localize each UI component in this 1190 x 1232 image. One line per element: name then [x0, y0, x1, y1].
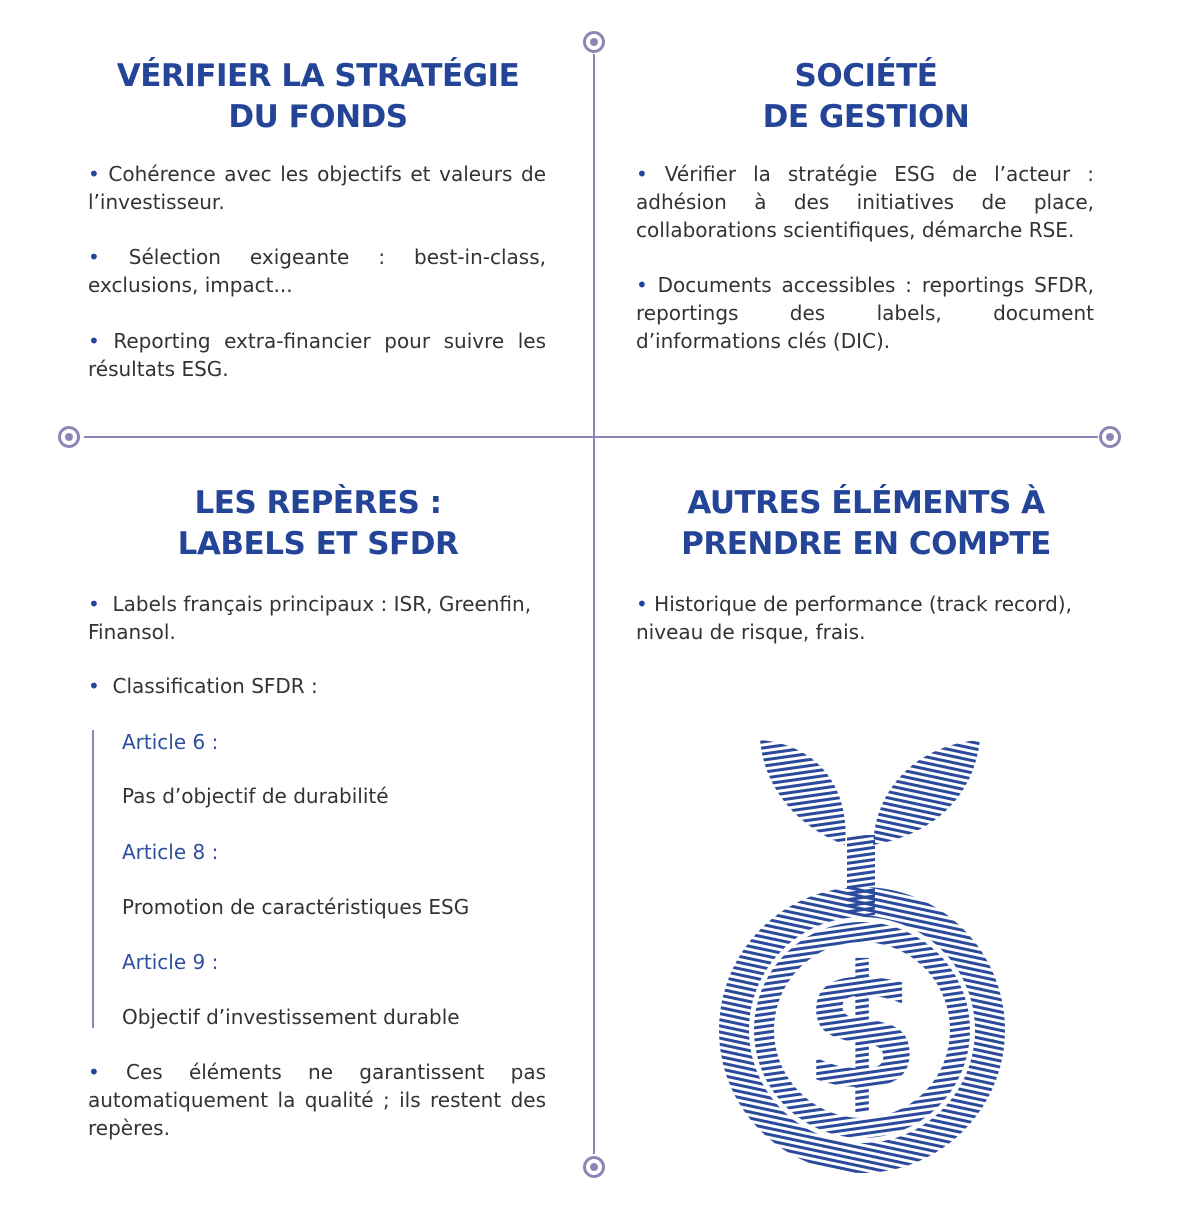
- vertical-divider: [593, 54, 595, 1154]
- title-societe: SOCIÉTÉ DE GESTION: [762, 58, 970, 135]
- bullet-reporting: • Reporting extra-financier pour suivre les résultats ESG.: [88, 329, 546, 381]
- money-plant-icon: [715, 735, 1015, 1175]
- quadrant-autres: [636, 483, 1096, 565]
- bullet-strategie-esg: • Vérifier la stratégie ESG de l’acteur : adhésion à des initiatives de place, collaborations scientifiques, démarche RSE.: [636, 162, 1094, 242]
- bullet-documents: • Documents accessibles : reportings SFDR, reportings des labels, document d’informations clés (DIC).: [636, 273, 1094, 353]
- node-bottom: [583, 1156, 605, 1178]
- dollar-symbol: $: [802, 930, 922, 1128]
- title-reperes: LES REPÈRES : LABELS ET SFDR: [177, 485, 459, 562]
- bullet-note: • Ces éléments ne garantissent pas automatiquement la qualité ; ils restent des repères.: [88, 1060, 547, 1140]
- quadrant-societe: [636, 56, 1096, 138]
- node-top: [583, 31, 605, 53]
- article-8-label: Article 8 :: [122, 840, 219, 864]
- bullet-selection: • Sélection exigeante : best-in-class, exclusions, impact...: [88, 245, 546, 297]
- article-6-desc: Pas d’objectif de durabilité: [122, 784, 389, 808]
- title-strategie: VÉRIFIER LA STRATÉGIE DU FONDS: [116, 58, 520, 135]
- bullet-historique: • Historique de performance (track record), niveau de risque, frais.: [636, 592, 1072, 644]
- article-9-desc: Objectif d’investissement durable: [122, 1005, 460, 1029]
- bullet-sfdr: • Classification SFDR :: [88, 674, 318, 698]
- article-8-desc: Promotion de caractéristiques ESG: [122, 895, 470, 919]
- quadrant-reperes: [88, 483, 548, 565]
- node-right: [1099, 426, 1121, 448]
- bullet-labels: • Labels français principaux : ISR, Greenfin, Finansol.: [88, 592, 532, 644]
- node-left: [58, 426, 80, 448]
- quadrant-strategie: [88, 56, 548, 138]
- article-9-label: Article 9 :: [122, 950, 219, 974]
- horizontal-divider: [84, 436, 1098, 438]
- bullet-coherence: • Cohérence avec les objectifs et valeurs de l’investisseur.: [88, 162, 546, 214]
- sfdr-articles: [92, 730, 554, 1028]
- article-6-label: Article 6 :: [122, 730, 219, 754]
- title-autres: AUTRES ÉLÉMENTS À PRENDRE EN COMPTE: [681, 485, 1051, 562]
